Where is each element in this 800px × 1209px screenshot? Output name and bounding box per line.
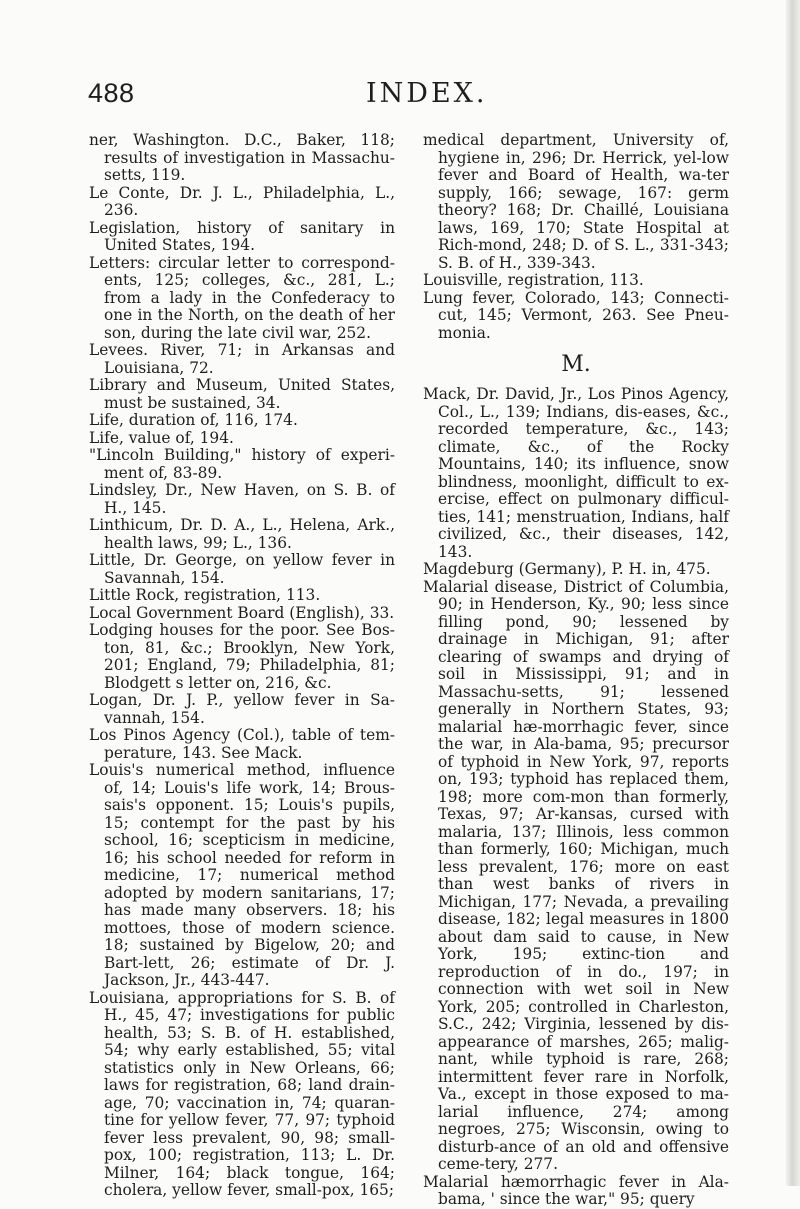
index-entry: Louis's numerical method, influence of, 14; Louis's life work, 14; Brous-sais's opponent. 15; Louis's pupils, 15; contempt for the past by his school, 16; scepticism in medicine, 16; his school needed for reform in medicine, 17; numerical method adopted by modern sanitarians, 17; has made many observers. 18; his mottoes, those of modern science. 18; sustained by Bigelow, 20; and Bart-lett, 26; estimate of Dr. J. Jackson, Jr., 443-447.: [89, 761, 395, 989]
page-number: 488: [88, 78, 135, 108]
index-entry: Le Conte, Dr. J. L., Philadelphia, L., 236.: [89, 183, 395, 219]
right-column-entries-l: [423, 132, 729, 342]
index-entry: Levees. River, 71; in Arkansas and Louisiana, 72.: [89, 341, 395, 377]
index-entry: Library and Museum, United States, must be sustained, 34.: [89, 376, 395, 412]
running-title: INDEX.: [366, 78, 488, 109]
index-entry: Life, duration of, 116, 174.: [89, 411, 298, 429]
index-entry: "Lincoln Building," history of experi-ment of, 83-89.: [89, 446, 395, 482]
index-entry: Louisiana, appropriations for S. B. of H., 45, 47; investigations for public health, 53; S. B. of H. established, 54; why early established, 55; vital statistics only in New Orleans, 66; laws for registration, 68; land drain-age, 70; vaccination in, 74; quaran-tine for yellow fever, 77, 97; typhoid fever less prevalent, 90, 98; small-pox, 100; registration, 113; L. Dr. Milner, 164; black tongue, 164; cholera, yellow fever, small-pox, 165;: [89, 988, 395, 1199]
index-entry: Mack, Dr. David, Jr., Los Pinos Agency, Col., L., 139; Indians, dis-eases, &c., recorded temperature, &c., 143; climate, &c., of the Rocky Mountains, 140; its influence, snow blindness, moonlight, difficult to ex-ercise, effect on pulmonary difficul-ties, 141; menstruation, Indians, half civilized, &c., their diseases, 142, 143.: [423, 385, 729, 561]
index-entry: Magdeburg (Germany), P. H. in, 475.: [423, 560, 711, 578]
left-column: [89, 132, 395, 1200]
index-entry: Louisville, registration, 113.: [423, 271, 644, 289]
index-entry: Little, Dr. George, on yellow fever in Savannah, 154.: [89, 551, 395, 587]
index-entry: Logan, Dr. J. P., yellow fever in Sa-vannah, 154.: [89, 691, 395, 727]
index-entry: Letters: circular letter to correspond-ents, 125; colleges, &c., 281, L.; from a lady in the Confederacy to one in the North, on the death of her son, during the late civil war, 252.: [89, 253, 395, 342]
index-entry: Little Rock, registration, 113.: [89, 586, 321, 604]
index-entry: Legislation, history of sanitary in United States, 194.: [89, 218, 395, 254]
right-column-entries-m: [423, 386, 729, 1209]
index-entry: Lung fever, Colorado, 143; Connecti-cut, 145; Vermont, 263. See Pneu-monia.: [423, 288, 729, 342]
index-entry: Malarial disease, District of Columbia, 90; in Henderson, Ky., 90; less since filling pond, 90; lessened by drainage in Michigan, 91; after clearing of swamps and drying of soil in Mississippi, 91; and in Massachu-setts, 91; lessened generally in Northern States, 93; malarial hæ-morrhagic fever, since the war, in Ala-bama, 95; precursor of typhoid in New York, 97, reports on, 193; typhoid has replaced them, 198; more com-mon than formerly, Texas, 97; Ar-kansas, cursed with malaria, 137; Illinois, less common than formerly, 160; Michigan, much less prevalent, 176; more on east than west banks of rivers in Michigan, 177; Nevada, a prevailing disease, 182; legal measures in 1800 about dam said to cause, in New York, 195; extinc-tion and reproduction of in do., 197; in connection with wet soil in New York, 205; controlled in Charleston, S.C., 242; Virginia, lessened by dis-appearance of marshes, 265; malig-nant, while typhoid is rare, 268; intermittent fever rare in Norfolk, Va., except in those exposed to ma-larial influence, 274; among negroes, 275; Wisconsin, owing to disturb-ance of an old and offensive ceme-tery, 277.: [423, 577, 729, 1173]
index-entry: Los Pinos Agency (Col.), table of tem-perature, 143. See Mack.: [89, 726, 395, 762]
index-entry: Local Government Board (English), 33.: [89, 603, 395, 622]
index-entry: Malarial hæmorrhagic fever in Ala-bama, ' since the war," 95; query: [423, 1172, 729, 1208]
index-entry: Lodging houses for the poor. See Bos-ton, 81, &c.; Brooklyn, New York, 201; England, 79; Philadelphia, 81; Blodgett s letter on, 216, &c.: [89, 621, 395, 692]
page-edge: [786, 0, 800, 1186]
index-entry: Linthicum, Dr. D. A., L., Helena, Ark., health laws, 99; L., 136.: [89, 516, 395, 552]
index-entry: Life, value of, 194.: [89, 428, 234, 447]
index-entry: ner, Washington. D.C., Baker, 118; results of investigation in Massachu-setts, 119.: [89, 131, 395, 184]
page-header: [88, 78, 728, 118]
index-entry: Lindsley, Dr., New Haven, on S. B. of H., 145.: [89, 481, 395, 517]
right-column: [423, 132, 729, 1209]
index-entry: medical department, University of, hygiene in, 296; Dr. Herrick, yel-low fever and Board of Health, wa-ter supply, 166; sewage, 167: germ theory? 168; Dr. Chaillé, Louisiana laws, 169, 170; State Hospital at Rich-mond, 248; D. of S. L., 331-343; S. B. of H., 339-343.: [423, 131, 729, 272]
section-letter-heading: M.: [561, 352, 591, 377]
